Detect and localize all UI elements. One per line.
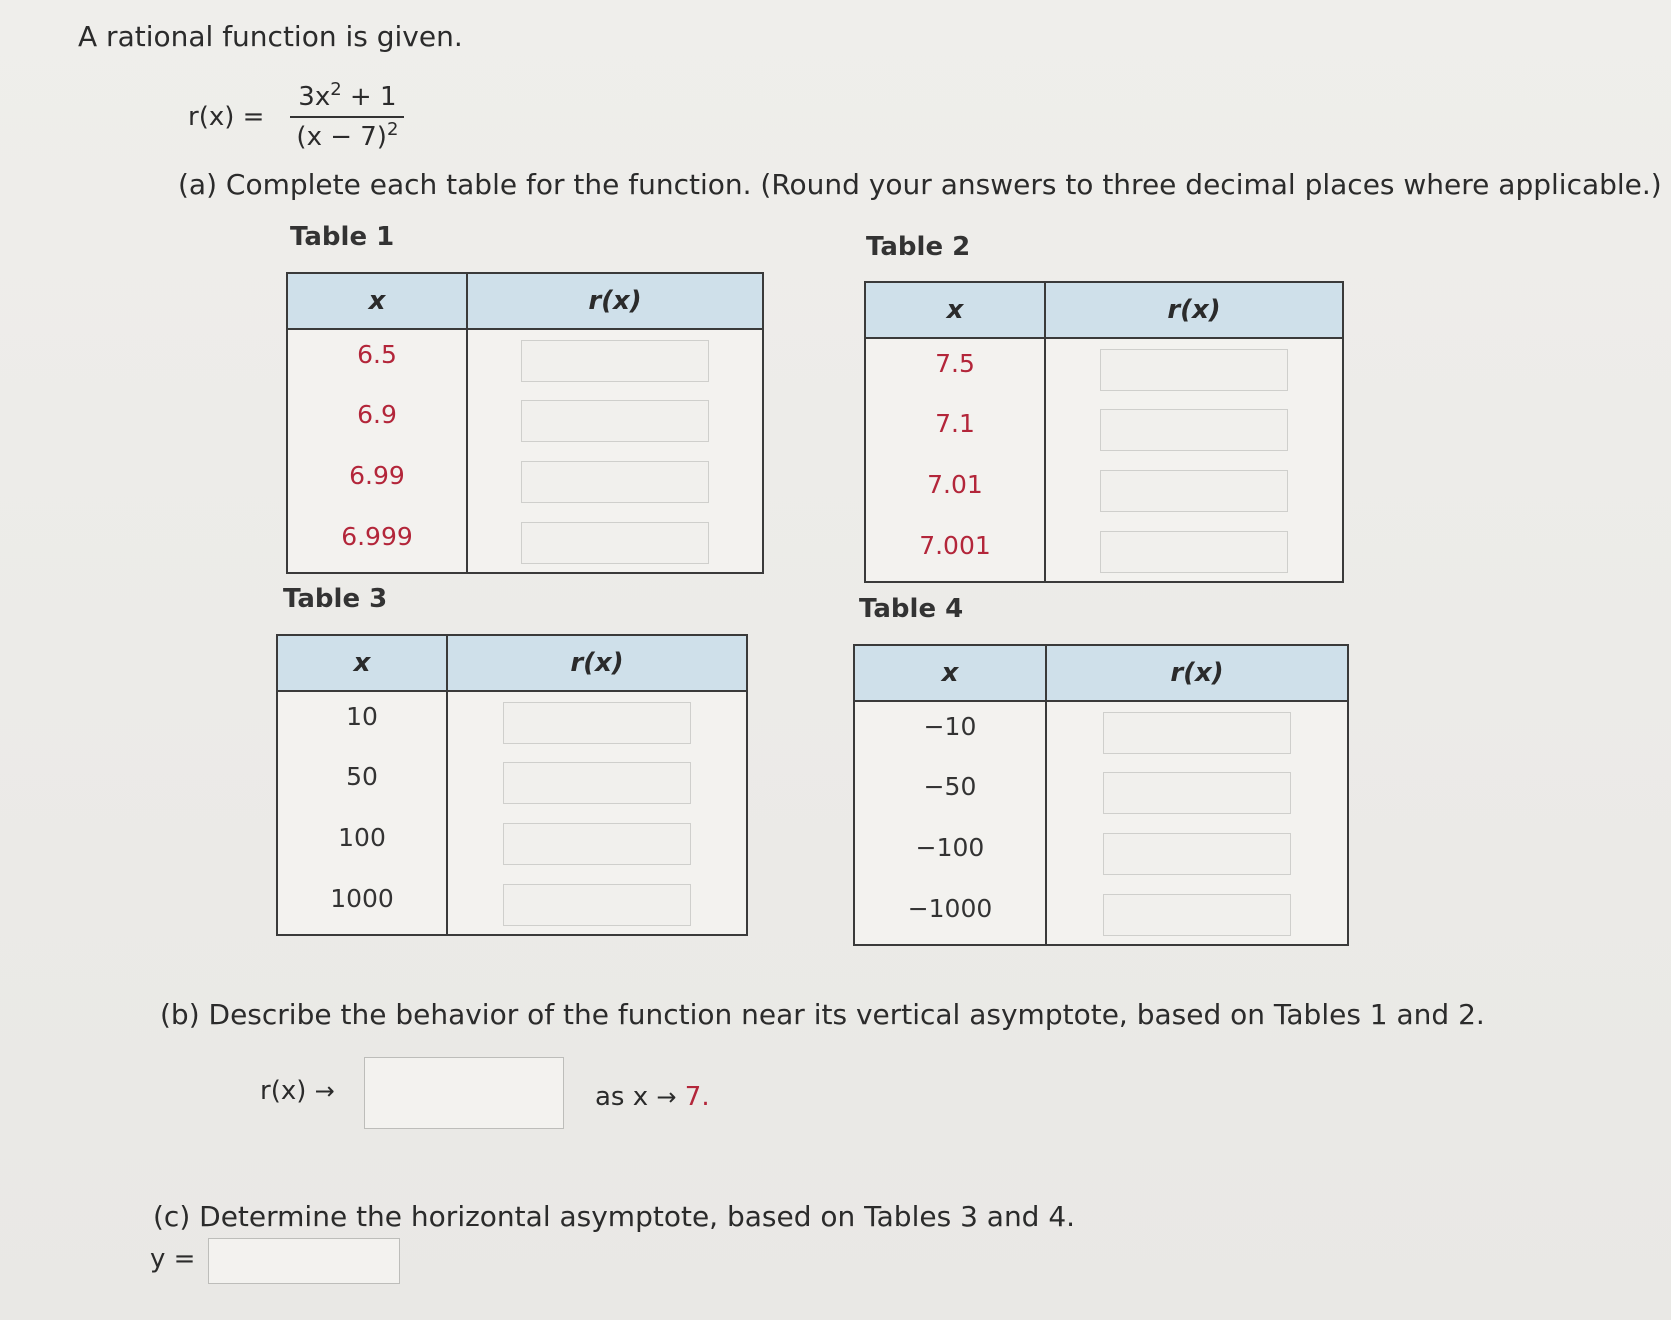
- part-b-instructions: (b) Describe the behavior of the function near its vertical asymptote, based on Tables 1 and 2.: [160, 998, 1485, 1031]
- table-2-rx-header: r(x): [1045, 282, 1343, 338]
- table-3-x-value: 10: [277, 691, 447, 752]
- table-3-title: Table 3: [283, 584, 388, 614]
- table-2-answer-input[interactable]: [1100, 409, 1288, 451]
- formula-denominator: $(x - 7)^2$: [290, 116, 404, 152]
- horizontal-asymptote-input[interactable]: [208, 1238, 400, 1284]
- table-1-answer-input[interactable]: [521, 522, 709, 564]
- table-4-x-value: −100: [854, 823, 1046, 884]
- table-row: [865, 521, 1343, 582]
- table-1-x-value: 6.999: [287, 512, 467, 573]
- table-2-answer-input[interactable]: [1100, 531, 1288, 573]
- table-4-title: Table 4: [859, 594, 964, 624]
- table-2-x-value: 7.001: [865, 521, 1045, 582]
- table-row: [865, 338, 1343, 399]
- table-row: [277, 813, 747, 874]
- table-1-answer-input[interactable]: [521, 400, 709, 442]
- table-3-answer-input[interactable]: [503, 762, 691, 804]
- table-4-answer-input[interactable]: [1103, 833, 1291, 875]
- table-2-x-value: 7.5: [865, 338, 1045, 399]
- table-3: [276, 634, 748, 936]
- table-4-x-value: −10: [854, 701, 1046, 762]
- arrow-icon: →: [656, 1083, 677, 1111]
- formula-fraction: [290, 79, 404, 152]
- rational-function-formula: [188, 79, 404, 152]
- table-3-rx-header: r(x): [447, 635, 747, 691]
- table-1-x-header: x: [287, 273, 467, 329]
- table-2: [864, 281, 1344, 583]
- table-1-x-value: 6.99: [287, 451, 467, 512]
- formula-lhs: r(x) =: [188, 102, 265, 132]
- intro-text: A rational function is given.: [78, 20, 463, 53]
- table-2-x-header: x: [865, 282, 1045, 338]
- table-row: [277, 691, 747, 752]
- arrow-icon: →: [314, 1077, 335, 1105]
- table-4-x-value: −50: [854, 762, 1046, 823]
- table-4-answer-input[interactable]: [1103, 772, 1291, 814]
- table-3-answer-input[interactable]: [503, 702, 691, 744]
- table-row: [287, 451, 763, 512]
- table-row: [287, 329, 763, 390]
- table-row: [277, 874, 747, 935]
- table-4-answer-input[interactable]: [1103, 712, 1291, 754]
- table-3-x-value: 50: [277, 752, 447, 813]
- table-3-x-header: x: [277, 635, 447, 691]
- table-3-x-value: 1000: [277, 874, 447, 935]
- table-1-rx-header: r(x): [467, 273, 763, 329]
- part-b-as-x-label: as x → 7.: [595, 1082, 710, 1112]
- table-2-x-value: 7.1: [865, 399, 1045, 460]
- table-2-answer-input[interactable]: [1100, 349, 1288, 391]
- table-row: [287, 390, 763, 451]
- table-row: [854, 884, 1348, 945]
- table-2-title: Table 2: [866, 232, 971, 262]
- table-row: [287, 512, 763, 573]
- table-4-answer-input[interactable]: [1103, 894, 1291, 936]
- table-4-x-value: −1000: [854, 884, 1046, 945]
- table-1-answer-input[interactable]: [521, 340, 709, 382]
- table-row: [854, 823, 1348, 884]
- part-a-instructions: (a) Complete each table for the function. (Round your answers to three decimal places where applicable.): [178, 168, 1662, 201]
- table-4: [853, 644, 1349, 946]
- table-row: [854, 762, 1348, 823]
- part-b-rx-label: r(x) →: [260, 1076, 335, 1106]
- part-c-instructions: (c) Determine the horizontal asymptote, based on Tables 3 and 4.: [153, 1200, 1076, 1233]
- part-c-y-label: y =: [150, 1244, 196, 1274]
- table-row: [865, 399, 1343, 460]
- part-b-target-value: 7.: [684, 1082, 710, 1112]
- table-row: [854, 701, 1348, 762]
- table-1-x-value: 6.9: [287, 390, 467, 451]
- table-1: [286, 272, 764, 574]
- table-1-x-value: 6.5: [287, 329, 467, 390]
- table-2-answer-input[interactable]: [1100, 470, 1288, 512]
- table-row: [865, 460, 1343, 521]
- table-3-answer-input[interactable]: [503, 823, 691, 865]
- table-4-x-header: x: [854, 645, 1046, 701]
- table-1-title: Table 1: [290, 222, 395, 252]
- table-4-rx-header: r(x): [1046, 645, 1348, 701]
- table-3-x-value: 100: [277, 813, 447, 874]
- table-2-x-value: 7.01: [865, 460, 1045, 521]
- table-1-answer-input[interactable]: [521, 461, 709, 503]
- vertical-asymptote-behavior-input[interactable]: [364, 1057, 564, 1129]
- formula-numerator: $3x^2 + 1$: [298, 79, 397, 112]
- table-row: [277, 752, 747, 813]
- table-3-answer-input[interactable]: [503, 884, 691, 926]
